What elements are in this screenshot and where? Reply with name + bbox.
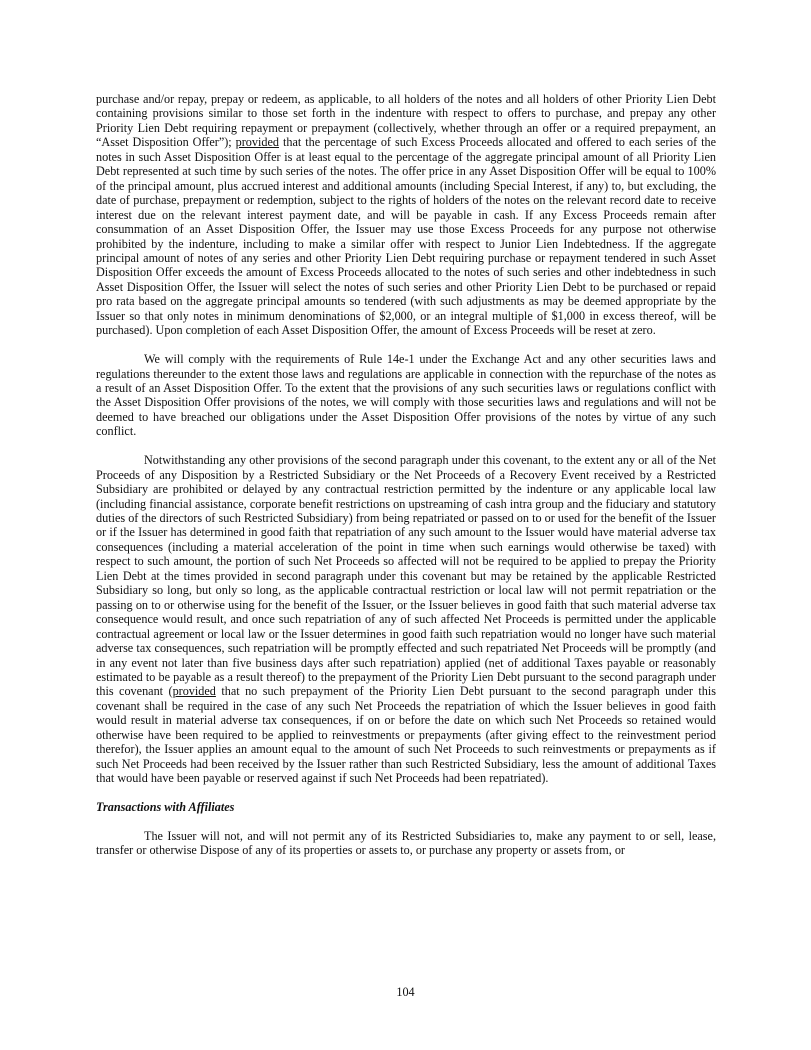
provided-term: provided (235, 135, 279, 150)
paragraph-asset-disposition-offer (96, 92, 716, 338)
paragraph-transactions-affiliates: The Issuer will not, and will not permit any of its Restricted Subsidiaries to, make any payment to or sell, lease, transfer or otherwise Dispose of any of its properties or assets to, or purchase any property or assets from, or (96, 828, 716, 858)
section-heading: Transactions with Affiliates (96, 800, 235, 815)
paragraph-text: that the percentage of such Excess Proceeds allocated and offered to each series of the notes in such Asset Disposition Offer is at least equal to the percentage of the aggregate principal amount of all Priority Lien Debt represented at such time by such series of the notes. The offer price in any Asset Disposition Offer will be equal to 100% of the principal amount, plus accrued interest and additional amounts (including Special Interest, if any) to, but excluding, the date of purchase, prepayment or redemption, subject to the rights of holders of the notes on the relevant record date to receive interest due on the relevant interest payment date, and will be payable in cash. If any Excess Proceeds remain after consummation of an Asset Disposition Offer, the Issuer may use those Excess Proceeds for any purpose not otherwise prohibited by the indenture, including to make a similar offer with respect to Junior Lien Indebtedness. If the aggregate principal amount of notes of any series and other Priority Lien Debt requiring purchase or repayment tendered in such Asset Disposition Offer exceeds the amount of Excess Proceeds allocated to the notes of such series and other indebtedness in such Asset Disposition Offer, the Issuer will select the notes of such series and other Priority Lien Debt to be purchased or repaid pro rata based on the aggregate principal amounts so tendered (with such adjustments as may be deemed appropriate by the Issuer so that only notes in minimum denominations of $2,000, or an integral multiple of $1,000 in excess thereof, will be purchased). Upon completion of each Asset Disposition Offer, the amount of Excess Proceeds will be reset at zero. (96, 135, 717, 338)
paragraph-text: purchase and/or repay, prepay or redeem, as applicable, to all holders of the notes and all holders of other Priority Lien Debt containing provisions similar to those set forth in the indenture with respect to offers to purchase, and prepay any other Priority Lien Debt requiring repayment or prepayment (collectively, whether through an offer or a required prepayment, an “Asset Disposition Offer”); (96, 92, 716, 150)
paragraph-text: that no such prepayment of the Priority Lien Debt pursuant to the second paragraph under this covenant shall be required in the case of any such Net Proceeds the repatriation of which the Issuer believes in good faith would result in material adverse tax consequences, if on or before the date on which such Net Proceeds so retained would otherwise have been required to be applied to reinvestments or prepayments (after giving effect to the reinvestment period therefor), the Issuer applies an amount equal to the amount of such Net Proceeds to such reinvestments or prepayments as if such Net Proceeds had been received by the Issuer rather than such Restricted Subsidiary, less the amount of additional Taxes that would have been payable or reserved against if such Net Proceeds had been repatriated). (96, 684, 716, 786)
paragraph-text: Notwithstanding any other provisions of the second paragraph under this covenant, to the extent any or all of the Net Proceeds of any Disposition by a Restricted Subsidiary or the Net Proceeds of a Recovery Event received by a Restricted Subsidiary are prohibited or delayed by any contractual restriction permitted by the indenture or any applicable local law (including financial assistance, corporate benefit restrictions on upstreaming of cash intra group and the fiduciary and statutory duties of the directors of such Restricted Subsidiary) from being repatriated or passed on to or used for the benefit of the Issuer or if the Issuer has determined in good faith that repatriation of any such amount to the Issuer would have material adverse tax consequences (including a material acceleration of the point in time when such earnings would otherwise be taxed) with respect to such amount, the portion of such Net Proceeds so affected will not be required to be applied to prepay the Priority Lien Debt at the times provided in second paragraph under this covenant but may be retained by the applicable Restricted Subsidiary so long, but only so long, as the applicable contractual restriction or local law will not permit repatriation or the passing on to or otherwise using for the benefit of the Issuer, or the Issuer believes in good faith that such material adverse tax consequence would result, and once such repatriation of any of such affected Net Proceeds is permitted under the applicable contractual agreement or local law or the Issuer determines in good faith such repatriation would no longer have such material adverse tax consequences, such repatriation will be promptly effected and such repatriated Net Proceeds will be promptly (and in any event not later than five business days after such repatriation) applied (net of additional Taxes payable or reasonably estimated to be payable as a result thereof) to the prepayment of the Priority Lien Debt pursuant to the second paragraph under this covenant ( (96, 453, 716, 699)
document-body (96, 92, 716, 872)
provided-term: provided (172, 684, 216, 699)
paragraph-rule-14e-1: We will comply with the requirements of Rule 14e-1 under the Exchange Act and any other securities laws and regulations thereunder to the extent those laws and regulations are applicable in connection with the repurchase of the notes as a result of an Asset Disposition Offer. To the extent that the provisions of any such securities laws or regulations conflict with the Asset Disposition Offer provisions of the notes, we will comply with those securities laws and regulations and will not be deemed to have breached our obligations under the Asset Disposition Offer provisions of the notes by virtue of any such conflict. (96, 352, 716, 439)
page-number: 104 (396, 985, 415, 999)
paragraph-notwithstanding (96, 453, 716, 785)
